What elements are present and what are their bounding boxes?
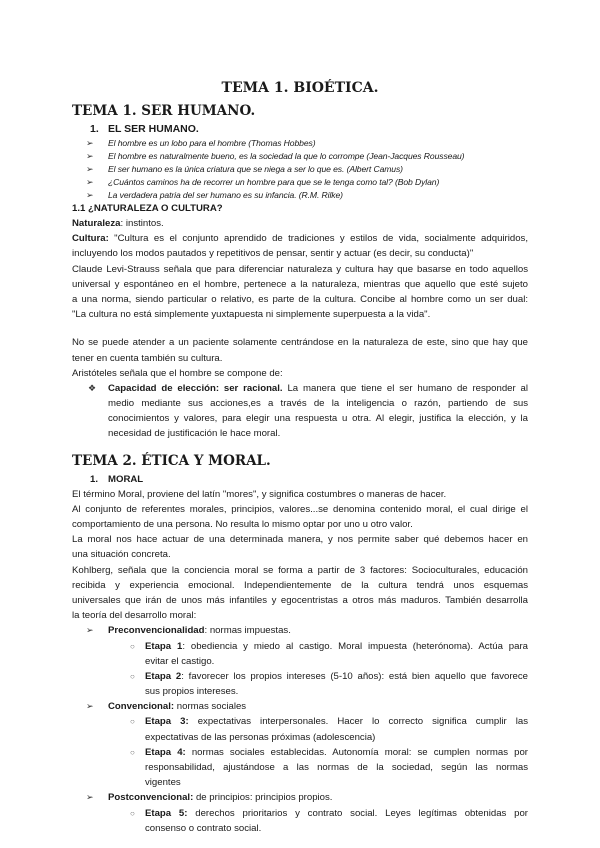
line-text: : instintos. (120, 218, 164, 229)
numbered-heading (72, 122, 528, 137)
paragraph (72, 487, 528, 502)
text-line (145, 730, 528, 745)
list-item (72, 623, 528, 638)
paragraph (72, 532, 528, 562)
arrow-bullet-icon: ➢ (86, 151, 94, 161)
text-line (72, 593, 528, 608)
line-text: vigentes (145, 777, 181, 789)
line-text: incluyendo los modos pautados y repetitivos de pensar, sentir y actuar (es decir, su conducta)" (72, 248, 474, 260)
bold-lead: Postconvencional: (108, 792, 194, 804)
bold-lead: Cultura: (72, 233, 109, 245)
bold-lead: Etapa 4: (145, 746, 186, 758)
text-line (145, 821, 528, 836)
text-line (108, 137, 528, 150)
text-line (72, 517, 528, 532)
line-text: : favorecer los propios intereses (5-10 años): está bien aquello que favorece (181, 670, 528, 682)
line-text: tener en cuenta también su cultura. (72, 352, 223, 364)
line-text: sus propios intereses. (145, 686, 239, 698)
text-line (145, 639, 528, 654)
text-line (72, 502, 528, 517)
bold-lead: Preconvencionalidad (108, 625, 205, 637)
section-heading: TEMA 1. SER HUMANO. (72, 103, 256, 119)
line-text: recibida y experiencia emocional. Independientemente de la cultura tendrá unos esquemas (72, 579, 528, 591)
line-text: El ser humano es la única criatura que se niega a ser lo que es. (Albert Camus) (108, 164, 403, 174)
text-line (72, 487, 528, 502)
text-line (72, 231, 528, 246)
text-line (108, 163, 528, 176)
text-line (72, 351, 528, 366)
document-body (72, 100, 528, 836)
list-item (72, 381, 528, 442)
line-text: Al conjunto de referentes morales, principios, valores...se denomina contenido moral, el cual dirige el (72, 503, 528, 515)
text-line (108, 150, 528, 163)
text-line (72, 532, 528, 547)
text-line (108, 699, 528, 714)
text-line (108, 426, 528, 441)
paragraph (72, 262, 528, 323)
line-text: universales que irán de unos más infantiles y egocentristas a otros más maduros. También desarrolla (72, 594, 528, 606)
list-item (72, 806, 528, 836)
list-item (72, 790, 528, 805)
line-text: universal y espontáneo en el hombre, pertenece a la naturaleza, mientras que aquello que esté sujeto (72, 278, 528, 290)
line-text: comportamiento de una persona. No resulta lo mismo optar por uno u otro valor. (72, 519, 413, 530)
text-line (72, 578, 528, 593)
text-line (108, 396, 528, 411)
paragraph (72, 563, 528, 624)
bold-lead: Etapa 5: (145, 807, 188, 819)
arrow-bullet-icon: ➢ (86, 792, 94, 803)
quote-item (72, 137, 528, 150)
paragraph (72, 216, 528, 231)
arrow-bullet-icon: ➢ (86, 190, 94, 200)
heading-number: 1. (90, 123, 99, 135)
line-text: Aristóteles señala que el hombre se compone de: (72, 367, 283, 379)
line-text: expectativas de las personas próximas (adolescencia) (145, 731, 376, 743)
line-text: consenso o contrato social. (145, 822, 262, 834)
line-text: : obediencia y miedo al castigo. Moral impuesta (heterónoma). Actúa para (182, 640, 528, 652)
line-text: responsabilidad, ajustándose a las normas de la sociedad, según las normas (145, 762, 528, 773)
line-text: una situación concreta. (72, 549, 171, 561)
line-text: : normas impuestas. (204, 625, 291, 637)
paragraph (72, 366, 528, 381)
line-text: normas sociales (174, 701, 247, 713)
bold-lead: Etapa 1 (145, 640, 183, 652)
paragraph (72, 335, 528, 365)
circle-bullet-icon: ○ (130, 717, 135, 727)
text-line (72, 246, 528, 261)
section-heading: TEMA 2. ÉTICA Y MORAL. (72, 452, 271, 469)
text-line (72, 563, 528, 578)
text-line (145, 745, 528, 760)
line-text: de principios: principios propios. (193, 792, 333, 804)
paragraph (72, 502, 528, 532)
line-text: medio mediante sus acciones,es a través de la inteligencia o razón, partiendo de sus (108, 398, 528, 410)
text-line (72, 335, 528, 350)
text-line (145, 806, 528, 821)
heading-text: MORAL (108, 473, 144, 485)
text-line (145, 684, 528, 699)
line-text: normas sociales establecidas. Autonomía moral: se cumplen normas por (185, 746, 528, 758)
text-line (108, 623, 528, 638)
line-text: Claude Levi-Strauss señala que para diferenciar naturaleza y cultura hay que basarse en todo aquellos (72, 263, 528, 275)
line-text: La manera que tiene el ser humano de responder al (282, 382, 528, 394)
text-line (72, 608, 528, 623)
text-line (108, 189, 528, 202)
line-text: expectativas interpersonales. Hacer lo correcto significa cumplir las (188, 716, 528, 728)
list-item (72, 745, 528, 791)
arrow-bullet-icon: ➢ (86, 701, 94, 712)
heading-number: 1. (90, 473, 99, 485)
text-line (108, 790, 528, 805)
text-line (145, 654, 528, 669)
list-item (72, 699, 528, 714)
text-line (72, 277, 528, 292)
text-line (108, 381, 528, 396)
document-page (72, 76, 528, 836)
text-line (72, 307, 528, 322)
line-text: "La cultura no está simplemente yuxtapuesta ni simplemente superpuesta a la vida". (72, 309, 431, 321)
arrow-bullet-icon: ➢ (86, 164, 94, 174)
circle-bullet-icon: ○ (130, 747, 135, 757)
line-text: necesidad de justificación le hace moral. (108, 428, 281, 440)
quote-item (72, 176, 528, 189)
line-text: El hombre es un lobo para el hombre (Thomas Hobbes) (108, 138, 316, 148)
text-line (145, 775, 528, 790)
line-text: La verdadera patria del ser humano es su infancia. (R.M. Rilke) (108, 190, 343, 200)
line-text: La moral nos hace actuar de una determinada manera, y nos permite saber qué debemos hacer en (72, 534, 528, 546)
text-line (108, 411, 528, 426)
text-line (72, 216, 528, 231)
list-item (72, 669, 528, 699)
text-line (72, 292, 528, 307)
bold-lead: Capacidad de elección: ser racional. (108, 382, 283, 394)
quote-item (72, 150, 528, 163)
text-line (145, 714, 528, 729)
bold-lead: Etapa 3: (145, 716, 189, 728)
bold-lead: Etapa 2 (145, 670, 182, 682)
quote-item (72, 163, 528, 176)
numbered-heading (72, 472, 528, 487)
bold-lead: Convencional: (108, 701, 175, 713)
diamond-bullet-icon: ❖ (88, 382, 97, 393)
subsection-heading: 1.1 ¿NATURALEZA O CULTURA? (72, 203, 223, 214)
line-text: Kohlberg, señala que la conciencia moral se forma a partir de 3 factores: Socioculturales, educación (72, 564, 528, 576)
paragraph (72, 231, 528, 261)
line-text: evitar el castigo. (145, 655, 215, 667)
text-line (145, 669, 528, 684)
line-text: derechos prioritarios y contrato social. Leyes legítimas obtenidas por (187, 807, 528, 819)
circle-bullet-icon: ○ (130, 808, 135, 818)
text-line (72, 262, 528, 277)
list-item (72, 714, 528, 744)
line-text: "Cultura es el conjunto aprendido de tradiciones y estilos de vida, socialmente adquiridos, (108, 233, 528, 245)
line-text: El hombre es naturalmente bueno, es la sociedad la que lo corrompe (Jean-Jacques Rousseau) (108, 151, 465, 161)
arrow-bullet-icon: ➢ (86, 138, 94, 148)
list-item (72, 639, 528, 669)
line-text: la teoría del desarrollo moral: (72, 610, 197, 622)
heading-text: EL SER HUMANO. (108, 123, 199, 135)
document-title: TEMA 1. BIOÉTICA. (221, 80, 379, 96)
bold-lead: Naturaleza (72, 218, 121, 229)
line-text: No se puede atender a un paciente solamente centrándose en la naturaleza de este, sino que hay que (72, 337, 528, 349)
quote-item (72, 189, 528, 202)
line-text: a una norma, siendo particular o relativo, es parte de la cultura. Concibe al hombre como un ser dual: (72, 293, 528, 305)
arrow-bullet-icon: ➢ (86, 625, 94, 636)
circle-bullet-icon: ○ (130, 671, 135, 681)
text-line (108, 176, 528, 189)
line-text: El término Moral, proviene del latín "mores", y significa costumbres o maneras de hacer. (72, 488, 447, 500)
text-line (72, 366, 528, 381)
line-text: ¿Cuántos caminos ha de recorrer un hombre para que se le tenga como tal? (Bob Dylan) (108, 177, 440, 187)
text-line (145, 760, 528, 775)
arrow-bullet-icon: ➢ (86, 177, 94, 187)
circle-bullet-icon: ○ (130, 641, 135, 651)
line-text: conocimientos y valores, para elegir una respuesta u otra. Al elegir, justifica la elección, y la (108, 413, 528, 425)
text-line (72, 547, 528, 562)
